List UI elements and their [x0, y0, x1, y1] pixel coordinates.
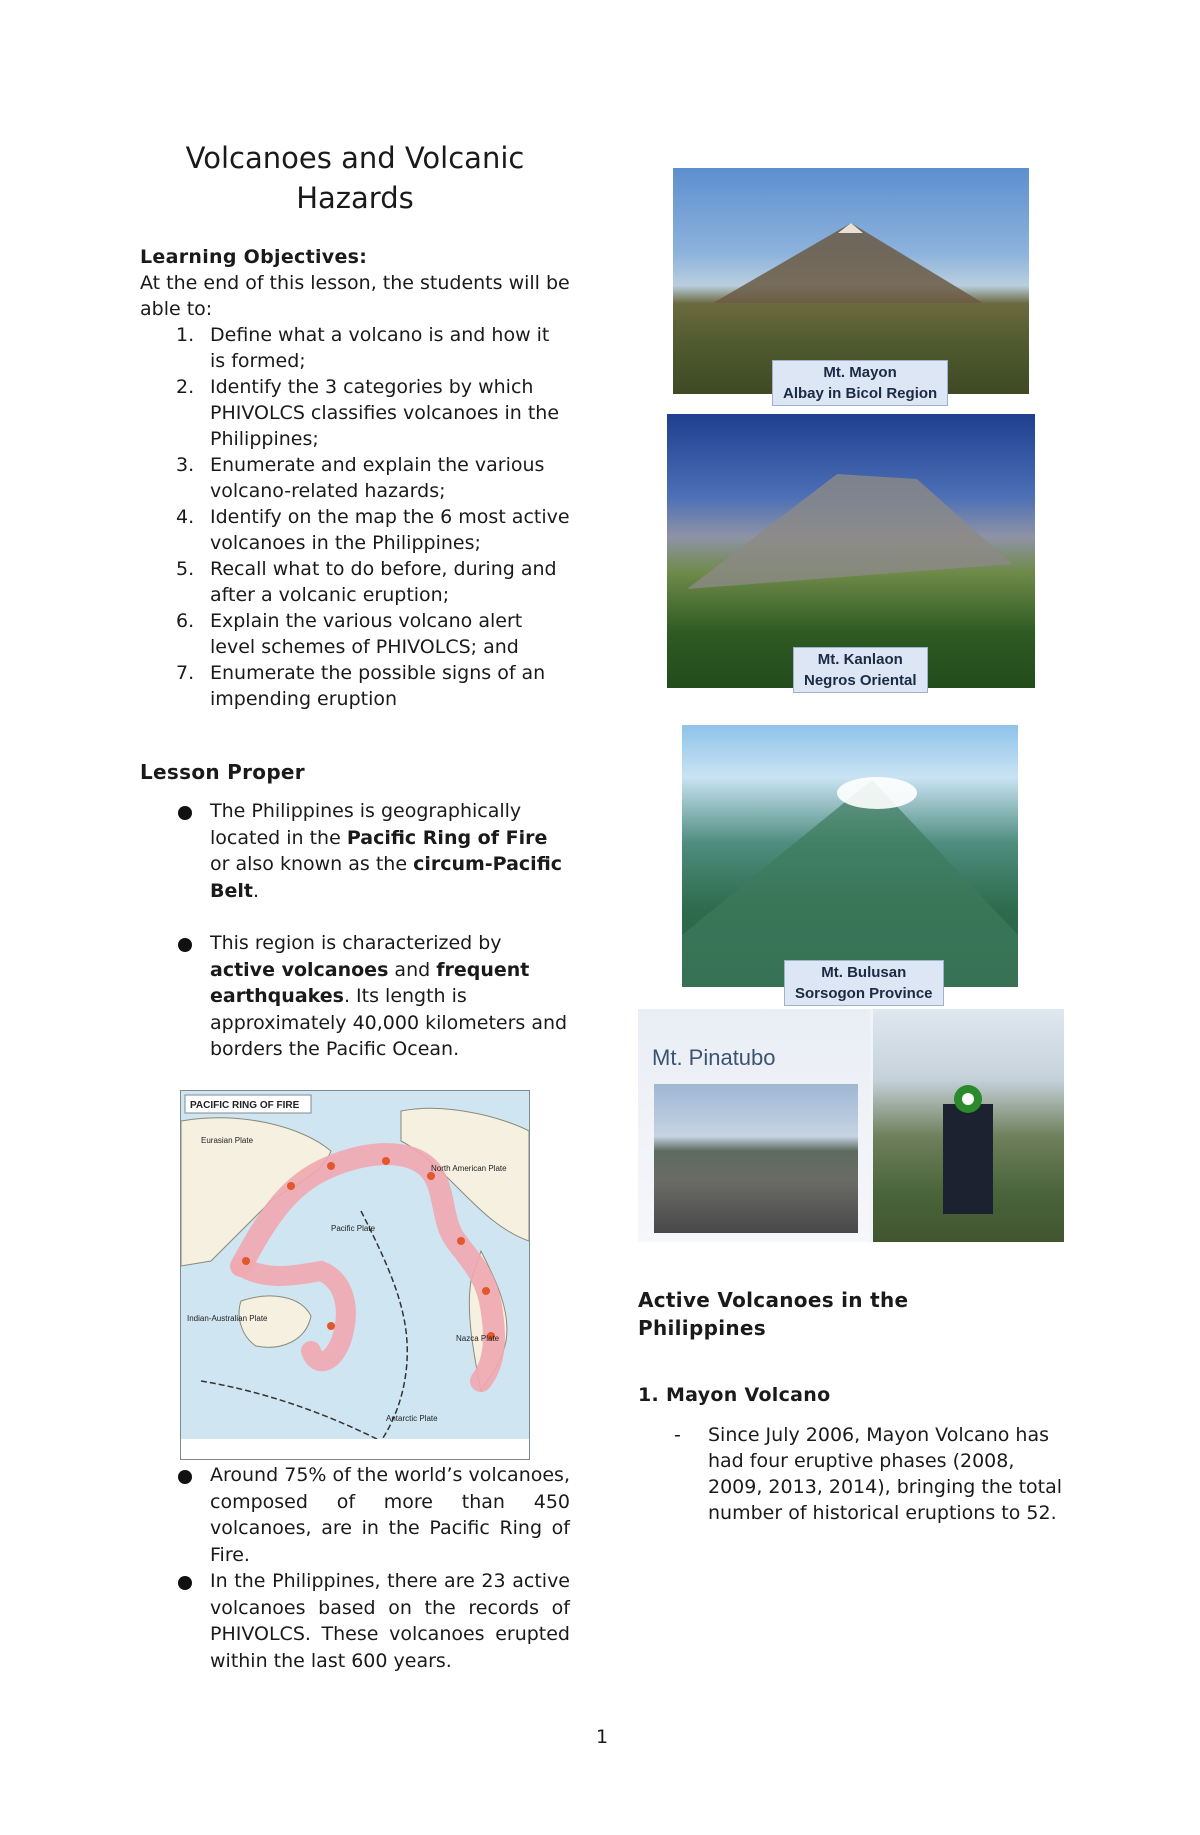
ring-of-fire-map: [180, 1090, 530, 1460]
bullet-ring-of-fire: The Philippines is geographically located in the Pacific Ring of Fire or also known as the circum-Pacific Belt.: [140, 798, 570, 904]
ring-of-fire-map-graphic: [181, 1091, 529, 1459]
objectives-list: [140, 322, 570, 712]
active-volcanoes-heading: Active Volcanoes in the Philippines: [638, 1288, 909, 1340]
bullet-region: This region is characterized by active volcanoes and frequent earthquakes. Its length is approximately 40,000 kilometers and borders the Pacific Ocean.: [140, 930, 570, 1063]
pinatubo-landscape: [654, 1084, 858, 1233]
bulusan-caption: Mt. Bulusan Sorsogon Province: [784, 960, 944, 1006]
bulusan-volcano-graphic: [682, 725, 1018, 987]
page-number: 1: [596, 1726, 609, 1748]
bullet-75-percent: Around 75% of the world’s volcanoes, composed of more than 450 volcanoes, are in the Pacific Ring of Fire.: [140, 1462, 570, 1568]
bullet-icon: [178, 1576, 192, 1590]
mayon-dash-item: - Since July 2006, Mayon Volcano has had four eruptive phases (2008, 2009, 2013, 2014), bringing the total number of historical eruptions to 52.: [674, 1424, 1063, 1524]
bullet-23-active: In the Philippines, there are 23 active volcanoes based on the records of PHIVOLCS. These volcanoes erupted within the last 600 years.: [140, 1568, 570, 1674]
objective-item: 4. Identify on the map the 6 most active volcanoes in the Philippines;: [176, 506, 570, 554]
lesson-heading: Lesson Proper: [140, 760, 305, 784]
mayon-subheading: 1. Mayon Volcano: [638, 1384, 831, 1406]
map-label-north-american: North American Plate: [431, 1164, 507, 1173]
lesson-bullets-top: [140, 798, 570, 1063]
map-label-eurasian: Eurasian Plate: [201, 1136, 254, 1145]
objective-item: 3. Enumerate and explain the various volcano-related hazards;: [176, 454, 545, 502]
objective-item: 7. Enumerate the possible signs of an impending eruption: [176, 662, 546, 710]
bulusan-photo: [682, 725, 1018, 987]
bullet-icon: [178, 1470, 192, 1484]
objectives-heading: Learning Objectives:: [140, 246, 368, 268]
pinatubo-title: Mt. Pinatubo: [652, 1045, 776, 1070]
lesson-bullets-bottom: [140, 1462, 570, 1674]
objectives-intro: At the end of this lesson, the students will be able to:: [140, 272, 570, 320]
map-title: PACIFIC RING OF FIRE: [190, 1100, 300, 1111]
kanlaon-caption: Mt. Kanlaon Negros Oriental: [793, 647, 928, 693]
objectives-section: [140, 244, 570, 712]
objective-item: 1. Define what a volcano is and how it is formed;: [176, 324, 550, 372]
objective-item: 2. Identify the 3 categories by which PHIVOLCS classifies volcanoes in the Philippines;: [176, 376, 560, 450]
bullet-icon: [178, 806, 192, 820]
map-label-antarctic: Antarctic Plate: [386, 1414, 438, 1423]
map-label-indo-australian: Indian-Australian Plate: [187, 1314, 268, 1323]
pinatubo-photo: [638, 1009, 1064, 1242]
pinatubo-person-photo: [873, 1009, 1064, 1242]
objective-item: 6. Explain the various volcano alert level schemes of PHIVOLCS; and: [176, 610, 523, 658]
mayon-caption: Mt. Mayon Albay in Bicol Region: [772, 360, 948, 406]
objective-item: 5. Recall what to do before, during and after a volcanic eruption;: [176, 558, 557, 606]
map-label-pacific: Pacific Plate: [331, 1224, 376, 1233]
mayon-description: [638, 1422, 1068, 1526]
map-label-nazca: Nazca Plate: [456, 1334, 500, 1343]
bullet-icon: [178, 938, 192, 952]
person-graphic: [873, 1009, 1064, 1242]
page-title: Volcanoes and Volcanic Hazards: [185, 141, 525, 215]
